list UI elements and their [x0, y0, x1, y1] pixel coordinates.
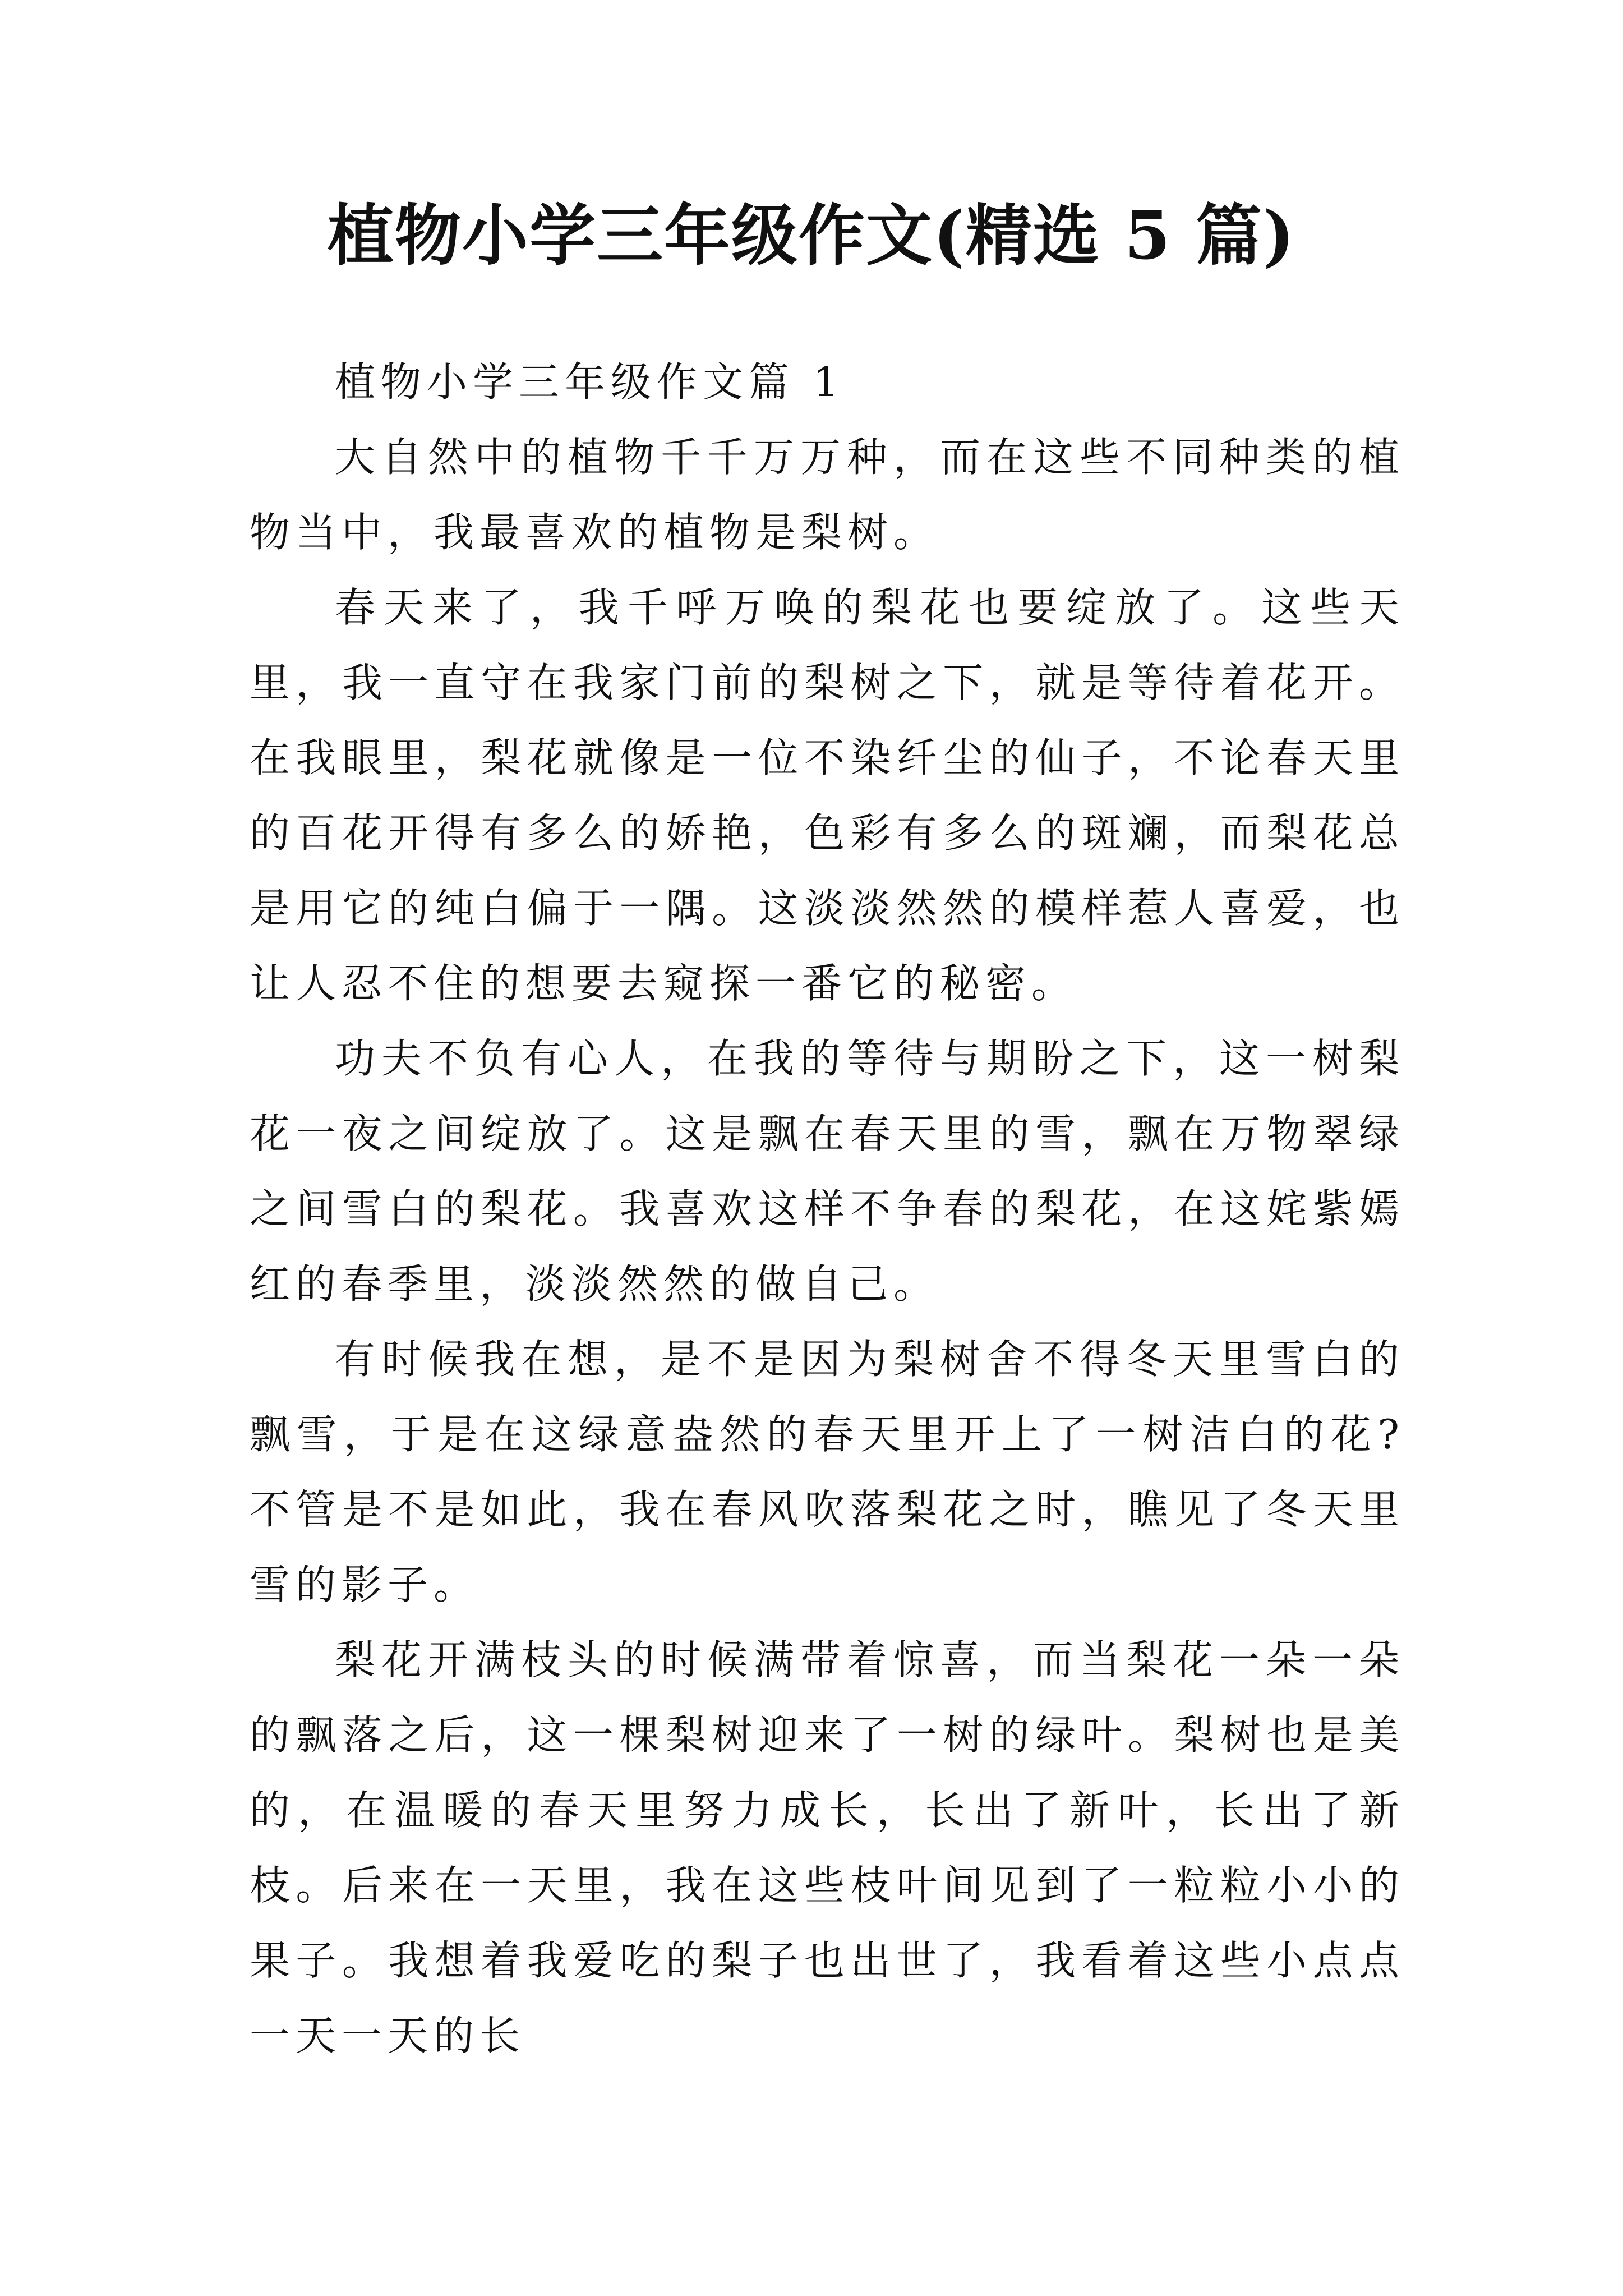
document-body [250, 344, 1405, 2073]
paragraph-3: 功夫不负有心人，在我的等待与期盼之下，这一树梨花一夜之间绽放了。这是飘在春天里的雪，飘在万物翠绿之间雪白的梨花。我喜欢这样不争春的梨花，在这姹紫嫣红的春季里，淡淡然然的做自己。 [250, 1035, 1405, 1308]
paragraph-4: 有时候我在想，是不是因为梨树舍不得冬天里雪白的飘雪，于是在这绿意盎然的春天里开上了一树洁白的花?不管是不是如此，我在春风吹落梨花之时，瞧见了冬天里雪的影子。 [250, 1336, 1405, 1608]
paragraph-2: 春天来了，我千呼万唤的梨花也要绽放了。这些天里，我一直守在我家门前的梨树之下，就是等待着花开。在我眼里，梨花就像是一位不染纤尘的仙子，不论春天里的百花开得有多么的娇艳，色彩有多么的斑斓，而梨花总是用它的纯白偏于一隅。这淡淡然然的模样惹人喜爱，也让人忍不住的想要去窥探一番它的秘密。 [250, 584, 1405, 1007]
section-heading: 植物小学三年级作文篇 1 [335, 358, 845, 406]
paragraph-1: 大自然中的植物千千万万种，而在这些不同种类的植物当中，我最喜欢的植物是梨树。 [250, 434, 1405, 556]
document-title: 植物小学三年级作文(精选 5 篇) [328, 196, 1295, 274]
paragraph-5: 梨花开满枝头的时候满带着惊喜，而当梨花一朵一朵的飘落之后，这一棵梨树迎来了一树的绿叶。梨树也是美的，在温暖的春天里努力成长，长出了新叶，长出了新枝。后来在一天里，我在这些枝叶间见到了一粒粒小小的果子。我想着我爱吃的梨子也出世了，我看着这些小点点一天一天的长 [250, 1636, 1405, 2059]
